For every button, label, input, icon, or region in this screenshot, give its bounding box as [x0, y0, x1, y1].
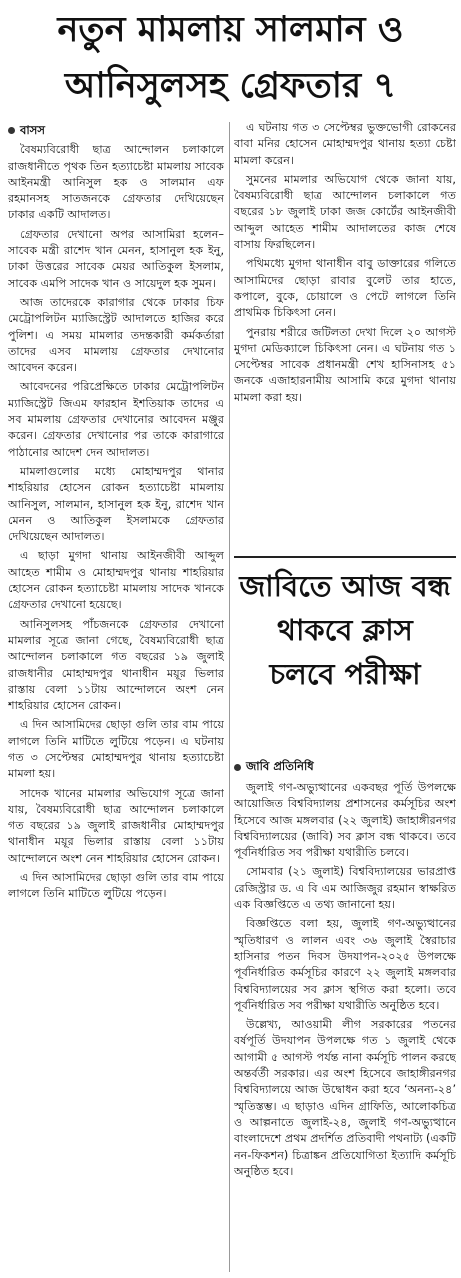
story1-paragraph: এ ছাড়া মুগদা থানায় আইনজীবী আব্দুল আহেত শামীম ও মোহাম্মদপুর থানায় শাহরিয়ার হোসেন রোকন হত্যাচেষ্টা মামলায় সাদেক খানকে গ্রেফতার দেখানো হয়েছে।: [8, 549, 224, 612]
story1-headline-line2: আনিসুলসহ গ্রেফতার ৭: [64, 66, 397, 106]
story1-paragraph: সাদেক খানের মামলার অভিযোগ সূত্রে জানা যায়, বৈষম্যবিরোধী ছাত্র আন্দোলন চলাকালে গত বছরের ১৯ জুলাই রাজধানীর মোহাম্মদপুর থানাধীন ময়ূর ভিলার রাস্তায় বেলা ১১টায় আন্দোলনে অংশ নেন শাহরিয়ার হোসেন রোকন।: [8, 786, 224, 865]
story2-byline: [234, 758, 456, 777]
story1-left-column: [8, 120, 224, 1272]
story1-paragraph: পুনরায় শরীরে জটিলতা দেখা দিলে ২০ আগস্ট মুগদা মেডিক্যালে চিকিৎসা নেন। এ ঘটনায় গত ১ সেপ্টেম্বর সাবেক প্রধানমন্ত্রী শেখ হাসিনাসহ ৫১ জনকে এজাহারনামীয় আসামি করে মুগদা থানায় মামলা করা হয়।: [234, 325, 456, 404]
story2-paragraph: উল্লেখ্য, আওয়ামী লীগ সরকারের পতনের বর্ষপূর্তি উদযাপন উপলক্ষে গত ১ জুলাই থেকে আগামী ৫ আগস্ট পর্যন্ত নানা কর্মসূচি পালন করছে অন্তর্বর্তী সরকার। এর অংশ হিসেবে জাহাঙ্গীরনগর বিশ্ববিদ্যালয়ে আজ উদ্বোধন করা হবে ‘অনন্য-২৪’ স্মৃতিস্তম্ভ। এ ছাড়াও এদিন গ্রাফিতি, আলোকচিত্র ও আল্পনাতে জুলাই-২৪, জুলাই গণ-অভ্যুত্থানে বাংলাদেশে প্রথম প্রদর্শিত প্রতিবাদী পথনাট্য (একটি নন-ফিকশন) চিত্রাঙ্কন প্রতিযোগিতা ইত্যাদি কর্মসূচি অনুষ্ঠিত হবে।: [234, 1018, 456, 1178]
story2-paragraph: জুলাই গণ-অভ্যুত্থানের একবছর পূর্তি উপলক্ষে আয়োজিত বিশ্ববিদ্যালয় প্রশাসনের কর্মসূচির অংশ হিসেবে আজ মঙ্গলবার (২২ জুলাই) জাহাঙ্গীরনগর বিশ্ববিদ্যালয়ের (জাবি) সব ক্লাস বন্ধ থাকবে। তবে পূর্বনির্ধারিত সব পরীক্ষা যথারীতি চলবে।: [234, 781, 456, 860]
story1-paragraph: আনিসুলসহ পাঁচজনকে গ্রেফতার দেখানো মামলার সূত্রে জানা গেছে, বৈষম্যবিরোধী ছাত্র আন্দোলন চলাকালে গত বছরের ১৯ জুলাই রাজধানীর মোহাম্মদপুর থানাধীন ময়ূর ভিলার রাস্তায় বেলা ১১টায় আন্দোলনে অংশ নেন শাহরিয়ার হোসেন রোকন।: [8, 617, 224, 713]
story2-headline-line3: চলবে পরীক্ষা: [269, 657, 421, 691]
story-separator: [234, 556, 456, 558]
story2-headline-line2: থাকবে ক্লাস: [277, 613, 413, 647]
story1-right-column: [234, 120, 456, 558]
story2-paragraph: সোমবার (২১ জুলাই) বিশ্ববিদ্যালয়ের ভারপ্রাপ্ত রেজিস্ট্রার ড. এ বি এম আজিজুর রহমান স্বাক্ষরিত এক বিজ্ঞপ্তিতে এ তথ্য জানানো হয়।: [234, 865, 456, 912]
bullet-icon: [8, 127, 15, 134]
story1-headline-line1: নতুন মামলায় সালমান ও: [57, 10, 404, 50]
story2-byline-text: জাবি প্রতিনিধি: [246, 759, 314, 773]
story1-paragraph: গ্রেফতার দেখানো অপর আসামিরা হলেন– সাবেক মন্ত্রী রাশেদ খান মেনন, হাসানুল হক ইনু, ঢাকা উত্তরের সাবেক মেয়র আতিকুল ইসলাম, সাবেক এমপি সাদেক খান ও সায়েদুল হক সুমন।: [8, 227, 224, 290]
column-divider: [229, 122, 230, 1272]
story1-paragraph: আবেদনের পরিপ্রেক্ষিতে ঢাকার মেট্রোপলিটন ম্যাজিস্ট্রেট জিএম ফারহান ইশতিয়াক তাদের এ সব মামলায় গ্রেফতার দেখানোর আবেদন মঞ্জুর করেন। গ্রেফতার দেখানোর পর তাকে কারাগারে পাঠানোর আদেশ দেন আদালত।: [8, 380, 224, 459]
story1-paragraph: মামলাগুলোর মধ্যে মোহাম্মদপুর থানার শাহরিয়ার হোসেন রোকন হত্যাচেষ্টা মামলায় আনিসুল, সালমান, হাসানুল হক ইনু, রাশেদ খান মেনন ও আতিকুল ইসলামকে গ্রেফতার দেখিয়েছেন আদালত।: [8, 464, 224, 544]
story1-paragraph: এ দিন আসামিদের ছোড়া গুলি তার বাম পায়ে লাগলে তিনি মাটিতে লুটিয়ে পড়েন। এ ঘটনায় গত ৩ সেপ্টেম্বর মোহাম্মদপুর থানায় হত্যাচেষ্টা মামলা হয়।: [8, 718, 224, 781]
story2-column: [234, 780, 456, 1275]
story1-byline-text: বাসস: [20, 123, 45, 137]
story1-paragraph: সুমনের মামলার অভিযোগ থেকে জানা যায়, বৈষম্যবিরোধী ছাত্র আন্দোলন চলাকালে গত বছরের ১৮ জুলাই ঢাকা জজ কোর্টের আইনজীবী আব্দুল আহেত শামীম আদালতের কাজ শেষে বাসায় ফিরছিলেন।: [234, 172, 456, 252]
story1-paragraph: এ ঘটনায় গত ৩ সেপ্টেম্বর ভুক্তভোগী রোকনের বাবা মনির হোসেন মোহাম্মদপুর থানায় হত্যা চেষ্টা মামলা করেন।: [234, 121, 456, 167]
story1-headline: [0, 0, 461, 118]
story2-headline: [234, 564, 456, 744]
story2-paragraph: বিজ্ঞপ্তিতে বলা হয়, জুলাই গণ-অভ্যুত্থানের স্মৃতিধারণ ও লালন এবং ৩৬ জুলাই স্বৈরাচার হাসিনার পতন দিবস উদযাপন-২০২৫ উপলক্ষে পূর্বনির্ধারিত কর্মসূচির কারণে ২২ জুলাই মঙ্গলবার বিশ্ববিদ্যালয়ের সব ক্লাস স্থগিত করা হলো। তবে পূর্বনির্ধারিত সব পরীক্ষা যথারীতি অনুষ্ঠিত হবে।: [234, 917, 456, 1012]
story2-headline-line1: জাবিতে আজ বন্ধ: [239, 569, 451, 603]
bullet-icon: [234, 764, 241, 771]
story1-byline: [8, 122, 224, 138]
story1-paragraph: আজ তাদেরকে কারাগার থেকে ঢাকার চিফ মেট্রোপলিটন ম্যাজিস্ট্রেট আদালতে হাজির করে পুলিশ। এ সময় মামলার তদন্তকারী কর্মকর্তারা তাদের এসব মামলায় গ্রেফতার দেখানোর আবেদন করেন।: [8, 295, 224, 375]
story1-paragraph: এ দিন আসামিদের ছোড়া গুলি তার বাম পায়ে লাগলে তিনি মাটিতে লুটিয়ে পড়েন।: [8, 871, 224, 901]
story1-paragraph: পথিমধ্যে মুগদা থানাধীন বাবু ডাক্তারের গলিতে আসামিদের ছোড়া রাবার বুলেট তার হাতে, কপালে, বুকে, চোয়ালে ও পেটে লাগলে তিনি প্রাথমিক চিকিৎসা নেন।: [234, 257, 456, 320]
story1-paragraph: বৈষম্যবিরোধী ছাত্র আন্দোলন চলাকালে রাজধানীতে পৃথক তিন হত্যাচেষ্টা মামলায় সাবেক আইনমন্ত্রী আনিসুল হক ও সালমান এফ রহমানসহ সাতজনকে গ্রেফতার দেখিয়েছেন ঢাকার একটি আদালত।: [8, 143, 224, 222]
